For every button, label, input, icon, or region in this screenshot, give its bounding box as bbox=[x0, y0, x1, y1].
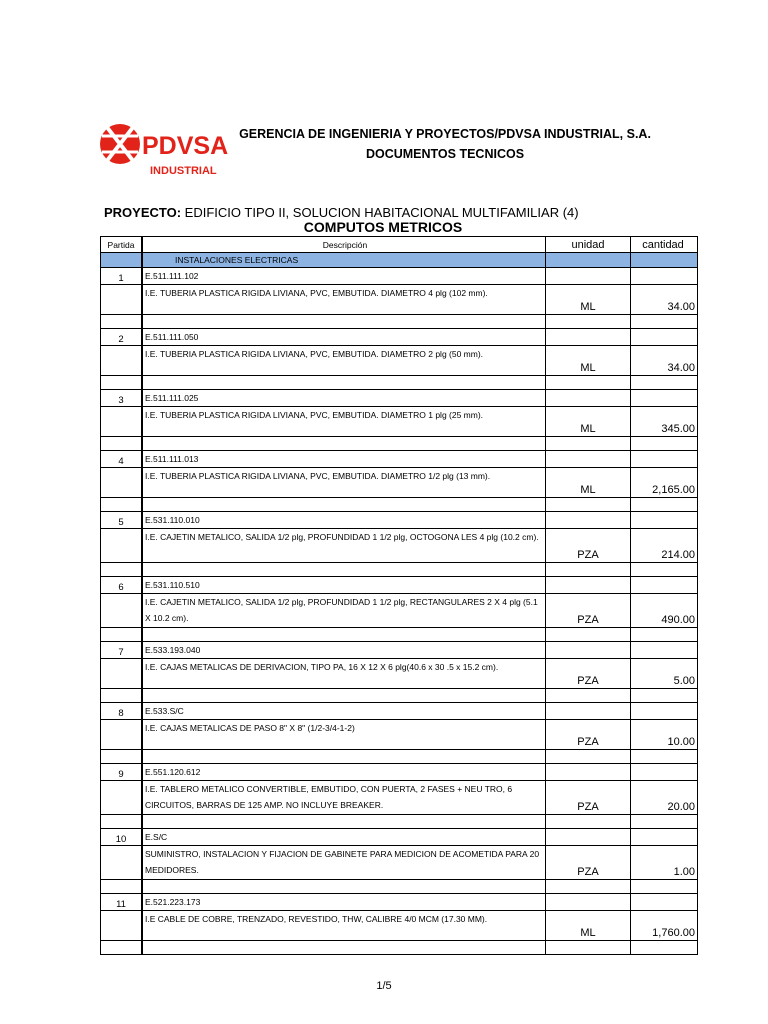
item-description: I.E. CAJETIN METALICO, SALIDA 1/2 plg, PROFUNDIDAD 1 1/2 plg, OCTOGONA LES 4 plg (10.2 cm). bbox=[142, 529, 546, 563]
item-code: E.551.120.612 bbox=[142, 764, 546, 781]
project-value: EDIFICIO TIPO II, SOLUCION HABITACIONAL MULTIFAMILIAR (4) bbox=[181, 205, 579, 220]
item-description: I.E. TUBERIA PLASTICA RIGIDA LIVIANA, PVC, EMBUTIDA. DIAMETRO 4 plg (102 mm). bbox=[142, 285, 546, 315]
item-quantity: 214.00 bbox=[631, 529, 698, 563]
item-number: 6 bbox=[101, 577, 143, 594]
spacer-row bbox=[101, 941, 698, 955]
spacer-row bbox=[101, 689, 698, 703]
item-code: E.S/C bbox=[142, 829, 546, 846]
item-code: E.521.223.173 bbox=[142, 894, 546, 911]
logo-subtitle: INDUSTRIAL bbox=[150, 165, 217, 177]
item-code-row bbox=[101, 703, 698, 720]
item-number: 9 bbox=[101, 764, 143, 781]
item-desc-row bbox=[101, 846, 698, 880]
header-line-2: DOCUMENTOS TECNICOS bbox=[365, 147, 525, 161]
item-code-row bbox=[101, 268, 698, 285]
spacer-row bbox=[101, 437, 698, 451]
item-number: 2 bbox=[101, 329, 143, 346]
item-number: 7 bbox=[101, 642, 143, 659]
item-code-row bbox=[101, 764, 698, 781]
item-desc-row bbox=[101, 468, 698, 498]
item-desc-row bbox=[101, 659, 698, 689]
header-line-1: GERENCIA DE INGENIERIA Y PROYECTOS/PDVSA INDUSTRIAL, S.A. bbox=[239, 127, 651, 141]
item-description: I.E CABLE DE COBRE, TRENZADO, REVESTIDO, THW, CALIBRE 4/0 MCM (17.30 MM). bbox=[142, 911, 546, 941]
item-number: 3 bbox=[101, 390, 143, 407]
item-description: I.E. TABLERO METALICO CONVERTIBLE, EMBUTIDO, CON PUERTA, 2 FASES + NEU TRO, 6 CIRCUITOS, BARRAS DE 125 AMP. NO INCLUYE BREAKER. bbox=[142, 781, 546, 815]
item-quantity: 34.00 bbox=[631, 285, 698, 315]
col-cantidad: cantidad bbox=[631, 237, 698, 253]
item-unit: PZA bbox=[546, 529, 631, 563]
item-quantity: 490.00 bbox=[631, 594, 698, 628]
item-quantity: 345.00 bbox=[631, 407, 698, 437]
item-desc-row bbox=[101, 911, 698, 941]
item-code-row bbox=[101, 577, 698, 594]
computos-table bbox=[100, 236, 698, 955]
item-desc-row bbox=[101, 285, 698, 315]
item-number: 11 bbox=[101, 894, 143, 911]
project-line bbox=[104, 205, 579, 220]
item-unit: ML bbox=[546, 911, 631, 941]
item-unit: PZA bbox=[546, 781, 631, 815]
item-code-row bbox=[101, 329, 698, 346]
col-unidad: unidad bbox=[546, 237, 631, 253]
item-quantity: 10.00 bbox=[631, 720, 698, 750]
spacer-row bbox=[101, 563, 698, 577]
item-number: 10 bbox=[101, 829, 143, 846]
item-code-row bbox=[101, 451, 698, 468]
item-desc-row bbox=[101, 529, 698, 563]
item-number: 5 bbox=[101, 512, 143, 529]
item-desc-row bbox=[101, 720, 698, 750]
item-quantity: 2,165.00 bbox=[631, 468, 698, 498]
item-description: I.E. CAJAS METALICAS DE DERIVACION, TIPO PA, 16 X 12 X 6 plg(40.6 x 30 .5 x 15.2 cm). bbox=[142, 659, 546, 689]
item-code: E.533.193.040 bbox=[142, 642, 546, 659]
item-quantity: 1,760.00 bbox=[631, 911, 698, 941]
logo-brand: PDVSA bbox=[142, 132, 229, 160]
item-desc-row bbox=[101, 594, 698, 628]
item-description: I.E. TUBERIA PLASTICA RIGIDA LIVIANA, PVC, EMBUTIDA. DIAMETRO 1 plg (25 mm). bbox=[142, 407, 546, 437]
section-row bbox=[101, 253, 698, 268]
spacer-row bbox=[101, 376, 698, 390]
item-code: E.511.111.102 bbox=[142, 268, 546, 285]
item-unit: PZA bbox=[546, 846, 631, 880]
item-unit: PZA bbox=[546, 720, 631, 750]
table-title: COMPUTOS METRICOS bbox=[303, 219, 463, 235]
spacer-row bbox=[101, 498, 698, 512]
item-quantity: 1.00 bbox=[631, 846, 698, 880]
item-code: E.511.111.050 bbox=[142, 329, 546, 346]
item-unit: PZA bbox=[546, 659, 631, 689]
col-descripcion: Descripción bbox=[142, 237, 546, 253]
section-label: INSTALACIONES ELECTRICAS bbox=[142, 253, 546, 268]
item-code: E.511.111.025 bbox=[142, 390, 546, 407]
item-code-row bbox=[101, 390, 698, 407]
table-header-row bbox=[101, 237, 698, 253]
spacer-row bbox=[101, 815, 698, 829]
item-code-row bbox=[101, 512, 698, 529]
item-desc-row bbox=[101, 346, 698, 376]
item-unit: ML bbox=[546, 407, 631, 437]
item-unit: ML bbox=[546, 468, 631, 498]
item-description: I.E. TUBERIA PLASTICA RIGIDA LIVIANA, PVC, EMBUTIDA. DIAMETRO 2 plg (50 mm). bbox=[142, 346, 546, 376]
item-code: E.533.S/C bbox=[142, 703, 546, 720]
item-description: I.E. CAJETIN METALICO, SALIDA 1/2 plg, PROFUNDIDAD 1 1/2 plg, RECTANGULARES 2 X 4 plg (5.1 X 10.2 cm). bbox=[142, 594, 546, 628]
item-code: E.531.110.010 bbox=[142, 512, 546, 529]
item-desc-row bbox=[101, 407, 698, 437]
item-number: 8 bbox=[101, 703, 143, 720]
item-quantity: 34.00 bbox=[631, 346, 698, 376]
col-partida: Partida bbox=[101, 237, 143, 253]
item-code-row bbox=[101, 829, 698, 846]
pdvsa-sun-icon bbox=[100, 124, 140, 164]
item-description: SUMINISTRO, INSTALACION Y FIJACION DE GABINETE PARA MEDICION DE ACOMETIDA PARA 20 MEDIDORES. bbox=[142, 846, 546, 880]
item-unit: ML bbox=[546, 285, 631, 315]
item-unit: ML bbox=[546, 346, 631, 376]
item-number: 4 bbox=[101, 451, 143, 468]
spacer-row bbox=[101, 880, 698, 894]
item-unit: PZA bbox=[546, 594, 631, 628]
project-label: PROYECTO: bbox=[104, 205, 182, 220]
page-number: 1/5 bbox=[376, 980, 392, 992]
item-code-row bbox=[101, 642, 698, 659]
spacer-row bbox=[101, 628, 698, 642]
item-quantity: 20.00 bbox=[631, 781, 698, 815]
item-quantity: 5.00 bbox=[631, 659, 698, 689]
spacer-row bbox=[101, 750, 698, 764]
item-number: 1 bbox=[101, 268, 143, 285]
item-code: E.511.111.013 bbox=[142, 451, 546, 468]
item-code-row bbox=[101, 894, 698, 911]
item-description: I.E. TUBERIA PLASTICA RIGIDA LIVIANA, PVC, EMBUTIDA. DIAMETRO 1/2 plg (13 mm). bbox=[142, 468, 546, 498]
item-code: E.531.110.510 bbox=[142, 577, 546, 594]
item-desc-row bbox=[101, 781, 698, 815]
item-description: I.E. CAJAS METALICAS DE PASO 8" X 8" (1/2-3/4-1-2) bbox=[142, 720, 546, 750]
spacer-row bbox=[101, 315, 698, 329]
